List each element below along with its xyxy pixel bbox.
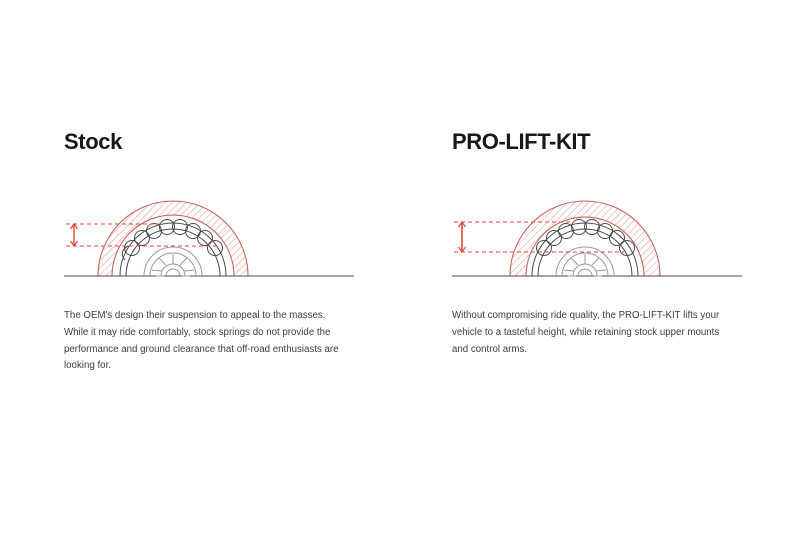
fender-arch-hatching-pro: [510, 201, 660, 276]
rim-pro: [556, 247, 614, 276]
panel-title-stock: Stock: [64, 129, 122, 154]
rim-stock: [144, 247, 202, 276]
panel-stock: [64, 130, 354, 385]
panel-body-pro-lift-kit: Without compromising ride quality, the PRO-LIFT-KIT lifts your vehicle to a tasteful height, while retaining stock upper mounts and control arms.: [452, 310, 720, 355]
figure-stock: [64, 176, 354, 286]
pro-lift-kit-wheel-illustration: [452, 176, 742, 286]
panel-pro-lift-kit: [452, 130, 742, 368]
figure-pro-lift-kit: [452, 176, 742, 286]
panel-title-pro-lift-kit: PRO-LIFT-KIT: [452, 129, 591, 154]
stock-wheel-illustration: [64, 176, 354, 286]
panel-body-stock: The OEM's design their suspension to appeal to the masses. While it may ride comfortably, stock springs do not provide the performance and ground clearance that off-road enthusiasts are looking for.: [64, 310, 339, 372]
fender-arch-hatching-stock: [98, 201, 248, 276]
